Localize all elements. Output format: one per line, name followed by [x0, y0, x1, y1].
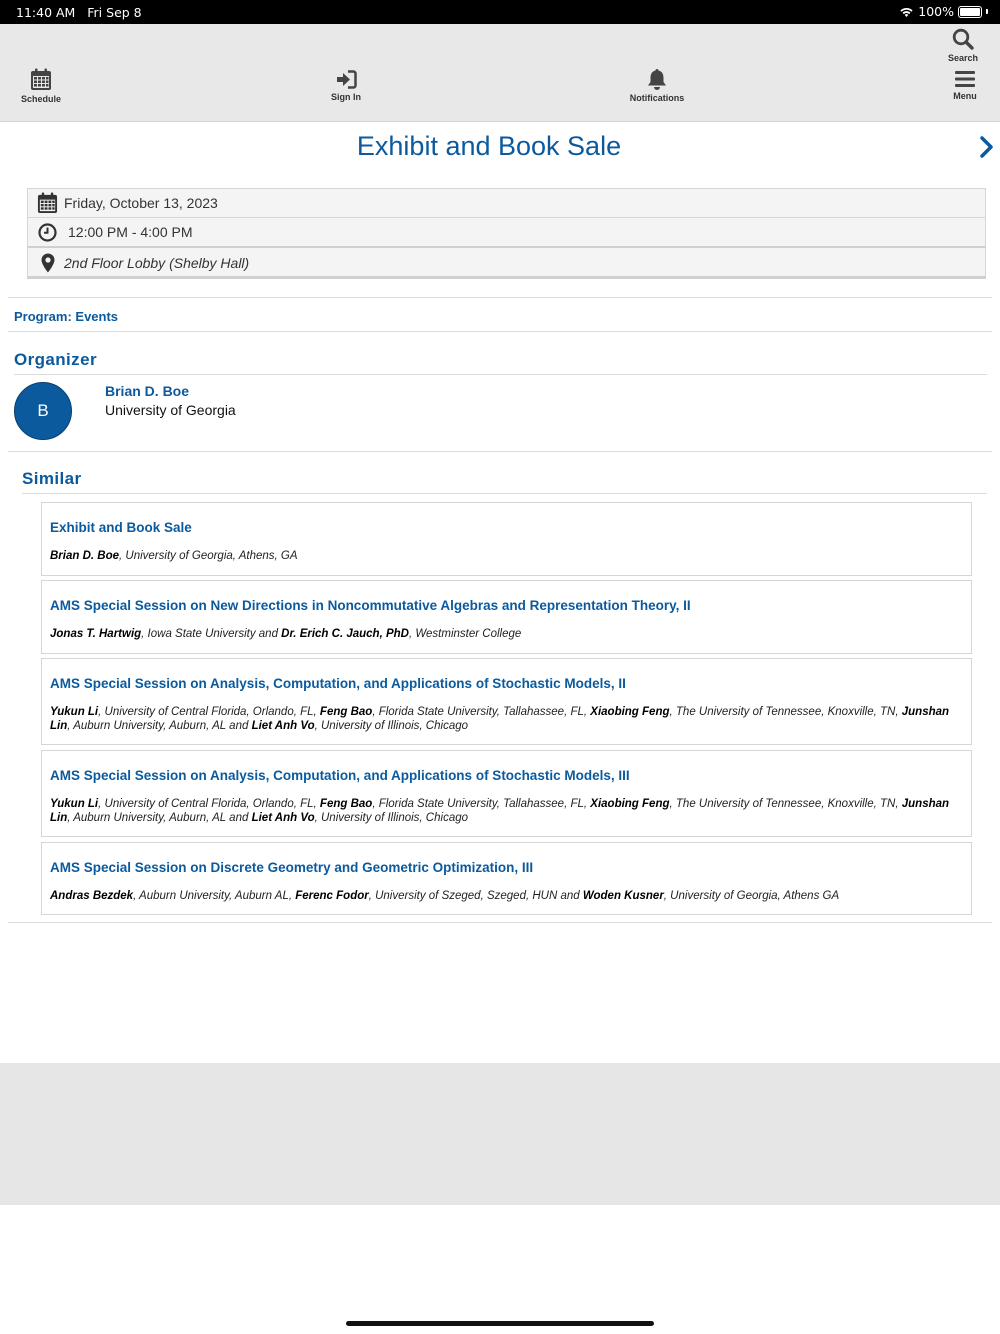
author-affiliation: , Auburn University, Auburn, AL and	[67, 812, 252, 824]
wifi-icon	[899, 6, 914, 18]
author-affiliation: , University of Georgia, Athens GA	[663, 890, 840, 902]
divider	[8, 922, 992, 923]
author-affiliation: , University of Illinois, Chicago	[314, 812, 469, 824]
similar-item-title[interactable]: AMS Special Session on Analysis, Computation, and Applications of Stochastic Models, II	[50, 676, 626, 691]
sign-in-button[interactable]	[320, 70, 372, 102]
organizer-affiliation: University of Georgia	[105, 402, 236, 418]
author-name[interactable]: Liet Anh Vo	[251, 720, 315, 732]
map-pin-icon-wrap	[31, 253, 64, 273]
author-affiliation: , University of Georgia, Athens, GA	[119, 550, 298, 562]
status-time	[16, 5, 142, 20]
author-name[interactable]: Andras Bezdek	[50, 890, 134, 902]
author-name[interactable]: Jonas T. Hartwig	[50, 628, 142, 640]
author-affiliation: , University of Illinois, Chicago	[314, 720, 469, 732]
author-affiliation: , Florida State University, Tallahassee, FL,	[372, 706, 591, 718]
event-location: 2nd Floor Lobby (Shelby Hall)	[64, 255, 250, 271]
event-date: Friday, October 13, 2023	[64, 195, 218, 211]
similar-item-authors	[50, 705, 965, 733]
battery-icon	[958, 6, 982, 18]
page-title: Exhibit and Book Sale	[356, 131, 622, 161]
status-clock: 11:40 AM	[16, 5, 76, 20]
divider	[8, 451, 992, 452]
search-button[interactable]	[942, 28, 984, 63]
avatar[interactable]: B	[14, 382, 72, 440]
author-affiliation: , Auburn University, Auburn, AL and	[67, 720, 252, 732]
menu-icon	[955, 70, 975, 88]
author-name[interactable]: Ferenc Fodor	[295, 890, 369, 902]
author-affiliation: , Westminster College	[408, 628, 522, 640]
similar-item-authors	[50, 889, 965, 903]
calendar-icon	[30, 68, 52, 91]
author-name[interactable]: Junshan Lin	[50, 798, 950, 824]
calendar-icon	[37, 192, 58, 214]
search-label: Search	[947, 53, 979, 63]
divider	[8, 331, 992, 332]
author-affiliation: , University of Central Florida, Orlando, FL,	[98, 706, 320, 718]
program-events-link[interactable]: Program: Events	[14, 309, 119, 324]
author-affiliation: , University of Central Florida, Orlando, FL,	[98, 798, 320, 810]
calendar-icon-wrap	[31, 192, 64, 214]
clock-icon	[38, 223, 57, 242]
similar-item-title[interactable]: AMS Special Session on New Directions in Noncommutative Algebras and Representation Theory, II	[50, 598, 691, 613]
schedule-button[interactable]	[19, 68, 63, 104]
author-affiliation: , The University of Tennessee, Knoxville, TN,	[669, 706, 902, 718]
similar-item-title[interactable]: AMS Special Session on Analysis, Computation, and Applications of Stochastic Models, III	[50, 768, 630, 783]
author-affiliation: , University of Szeged, Szeged, HUN and	[368, 890, 583, 902]
author-name[interactable]: Liet Anh Vo	[251, 812, 315, 824]
similar-item[interactable]	[41, 750, 972, 837]
author-name[interactable]: Xiaobing Feng	[590, 798, 670, 810]
similar-item-title[interactable]: AMS Special Session on Discrete Geometry and Geometric Optimization, III	[50, 860, 534, 875]
similar-item-title[interactable]: Exhibit and Book Sale	[50, 520, 192, 535]
similar-item-authors	[50, 797, 965, 825]
author-name[interactable]: Brian D. Boe	[50, 550, 120, 562]
organizer-heading: Organizer	[14, 350, 97, 369]
author-name[interactable]: Woden Kusner	[582, 890, 664, 902]
event-time: 12:00 PM - 4:00 PM	[68, 224, 193, 240]
menu-label: Menu	[953, 91, 977, 101]
similar-item[interactable]	[41, 842, 972, 915]
schedule-label: Schedule	[20, 94, 61, 104]
author-name[interactable]: Xiaobing Feng	[590, 706, 670, 718]
clock-icon-wrap	[31, 223, 64, 242]
organizer-name[interactable]: Brian D. Boe	[105, 383, 190, 399]
battery-fill	[960, 8, 980, 16]
author-affiliation: , Auburn University, Auburn AL,	[133, 890, 296, 902]
author-name[interactable]: Yukun Li	[50, 706, 99, 718]
status-bar	[0, 0, 1000, 24]
similar-item[interactable]	[41, 502, 972, 576]
sign-in-icon	[336, 70, 357, 89]
author-name[interactable]: Feng Bao	[319, 798, 373, 810]
home-indicator[interactable]	[346, 1321, 654, 1326]
similar-item[interactable]	[41, 658, 972, 745]
author-name[interactable]: Junshan Lin	[50, 706, 950, 732]
author-affiliation: , Iowa State University and	[141, 628, 282, 640]
status-date: Fri Sep 8	[87, 5, 142, 20]
author-name[interactable]: Dr. Erich C. Jauch, PhD	[281, 628, 409, 640]
event-info-box	[27, 188, 986, 279]
author-affiliation: , The University of Tennessee, Knoxville, TN,	[669, 798, 902, 810]
notifications-button[interactable]	[626, 68, 688, 103]
divider	[8, 297, 992, 298]
event-location-row[interactable]	[28, 249, 985, 277]
similar-item-authors	[50, 549, 965, 563]
event-time-row	[28, 218, 985, 248]
divider	[22, 493, 987, 494]
menu-button[interactable]	[946, 70, 984, 101]
author-affiliation: , Florida State University, Tallahassee, FL,	[372, 798, 591, 810]
similar-item-authors	[50, 627, 965, 641]
next-event-button[interactable]	[978, 136, 996, 163]
battery-nub	[986, 9, 988, 14]
similar-item[interactable]	[41, 580, 972, 654]
divider	[14, 374, 987, 375]
event-date-row[interactable]	[28, 189, 985, 218]
battery-percent: 100%	[918, 4, 954, 19]
status-indicators	[899, 4, 988, 19]
author-name[interactable]: Feng Bao	[319, 706, 373, 718]
sign-in-label: Sign In	[331, 92, 361, 102]
author-name[interactable]: Yukun Li	[50, 798, 99, 810]
bell-icon	[647, 68, 667, 90]
toolbar	[0, 24, 1000, 122]
map-pin-icon	[41, 253, 55, 273]
footer-band	[0, 1063, 1000, 1205]
search-icon	[952, 28, 974, 50]
notifications-label: Notifications	[629, 93, 685, 103]
similar-heading: Similar	[22, 469, 82, 488]
chevron-right-icon	[978, 136, 996, 158]
